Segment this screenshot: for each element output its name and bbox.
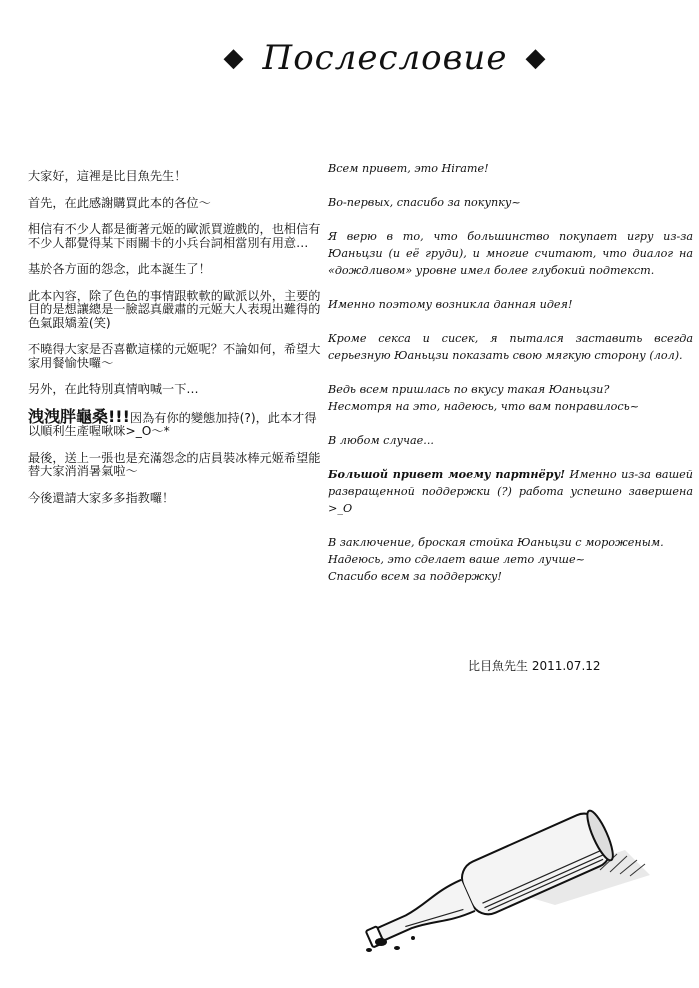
cn-paragraph: 首先，在此感謝購買此本的各位～	[28, 195, 211, 210]
cn-shout-rest: 因為有你的變態加持(?)，此本才得以順利生產喔啾咪>_O～*	[28, 410, 317, 438]
cn-paragraph: 相信有不少人都是衝著元姬的歐派買遊戲的，也相信有不少人都覺得某下雨關卡的小兵台詞相當別有用意…	[28, 222, 321, 250]
ru-line: Ведь всем пришлась по вкусу такая Юаньцзи?	[328, 383, 610, 396]
ru-paragraph: Именно поэтому возникла данная идея!	[328, 298, 573, 311]
ru-shout-rest: Именно из-за вашей развращенной поддержки (?) работа успешно завершена >_O	[328, 468, 693, 515]
diamond-left-icon: ◆	[223, 43, 245, 73]
cn-paragraph: 基於各方面的怨念，此本誕生了！	[28, 262, 211, 276]
cn-paragraph: 另外，在此特別真情吶喊一下…	[28, 382, 199, 396]
cn-paragraph: 此本內容，除了色色的事情跟軟軟的歐派以外，主要的目的是想讓總是一臉認真嚴肅的元姬大人表現出難得的色氣跟矯羞(笑)	[28, 288, 321, 330]
ru-paragraph: Кроме секса и сисек, я пытался заставить всегда серьезную Юаньцзи показать свою мягкую сторону (лол).	[328, 332, 693, 362]
chinese-afterword	[28, 170, 328, 518]
cn-paragraph: 大家好，這裡是比目魚先生！	[28, 169, 187, 183]
ru-shout: Большой привет моему партнёру!	[328, 467, 566, 481]
cn-paragraph: 最後，送上一張也是充滿怨念的店員裝冰棒元姬希望能替大家消消暑氣啦～	[28, 450, 321, 478]
ru-paragraph: Всем привет, это Hirame!	[328, 162, 489, 175]
ru-line: Спасибо всем за поддержку!	[328, 570, 502, 583]
signature: 比目魚先生 2011.07.12	[468, 659, 601, 673]
ru-paragraph	[328, 466, 693, 517]
cn-paragraph: 今後還請大家多多指教囉！	[28, 490, 175, 505]
ru-paragraph	[328, 534, 693, 585]
page-title	[0, 38, 699, 78]
bottle-illustration	[355, 780, 655, 970]
title-text: Послесловие	[262, 38, 508, 78]
diamond-right-icon: ◆	[525, 43, 547, 73]
cn-shout-paragraph	[28, 406, 328, 439]
ru-line: Несмотря на это, надеюсь, что вам понравилось~	[328, 400, 640, 413]
ru-line: В заключение, броская стойка Юаньцзи с мороженым.	[328, 536, 664, 549]
ru-paragraph: Я верю в то, что большинство покупает игру из-за Юаньцзи (и её груди), и многие считают, что диалог на «дождливом» уровне имел более глубокий подтекст.	[328, 230, 693, 277]
cn-shout: 洩洩胖龜桑!!!	[28, 406, 130, 426]
russian-afterword	[328, 160, 693, 602]
ru-paragraph: В любом случае...	[328, 434, 434, 447]
cn-paragraph: 不曉得大家是否喜歡這樣的元姬呢？不論如何，希望大家用餐愉快囉～	[28, 342, 321, 370]
ru-line: Надеюсь, это сделает ваше лето лучше~	[328, 553, 585, 566]
ru-paragraph	[328, 381, 693, 415]
ru-paragraph: Во-первых, спасибо за покупку~	[328, 196, 521, 209]
